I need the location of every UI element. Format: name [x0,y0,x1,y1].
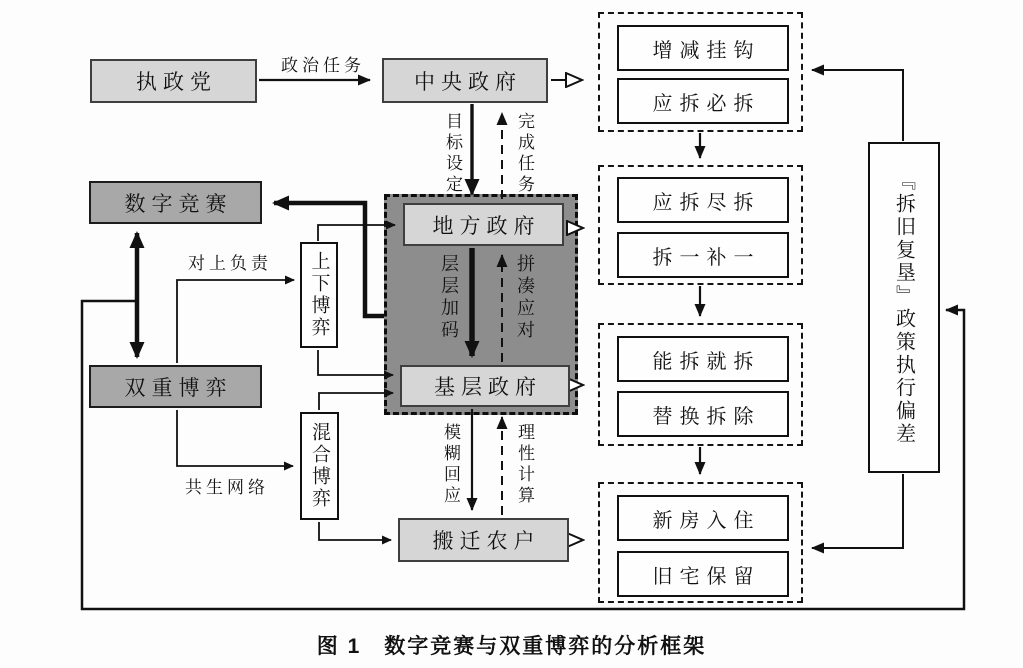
node-policy-deviation: 『拆旧复垦』政策执行偏差 [868,142,940,473]
node-ruling-party: 执政党 [90,59,257,103]
outcome-item: 新房入住 [617,495,789,541]
node-grassroots-government: 基层政府 [400,365,570,407]
outcome-group-4 [598,482,803,603]
node-vertical-game: 上下博弈 [300,242,338,348]
node-relocated-farmers: 搬迁农户 [398,518,569,562]
edge-label-rational-calculation: 理性计算 [515,423,534,507]
edge-mixed-game-to-grassroots [319,393,393,410]
outcome-item: 旧宅保留 [617,551,789,597]
node-local-government: 地方政府 [403,203,564,246]
node-central-government: 中央政府 [382,58,548,103]
outcome-group-1 [598,12,803,132]
edge-label-symbiotic-network: 共生网络 [185,478,269,497]
edge-label-political-task: 政治任务 [281,56,365,75]
figure-caption: 图 1 数字竞赛与双重博弈的分析框架 [316,635,707,658]
node-digital-competition: 数字竞赛 [89,181,262,224]
edge-label-task-completion: 完成任务 [515,112,534,196]
edge-mixed-game-to-farmers [319,522,391,540]
edge-deviation-to-group1 [812,70,903,141]
edge-label-goal-setting: 目标设定 [443,112,462,196]
edge-deviation-to-group4 [812,474,903,548]
outcome-group-2 [598,165,803,285]
node-mixed-game: 混合博弈 [300,412,339,520]
outcome-item: 应拆尽拆 [617,177,789,223]
edge-label-layer-escalation: 层层加码 [439,254,459,342]
outcome-item: 增减挂钩 [617,25,789,71]
outcome-item: 替换拆除 [617,391,789,437]
outcome-item: 能拆就拆 [617,336,789,382]
outcome-item: 应拆必拆 [617,78,789,124]
outcome-group-3 [598,323,803,446]
outcome-item: 拆一补一 [617,232,789,278]
edge-label-responsible-to-superiors: 对上负责 [188,254,272,273]
edge-vertical-game-to-grassroots [318,350,393,375]
edge-label-vague-response: 模糊回应 [441,423,460,507]
edge-label-patchwork-response: 拼凑应对 [515,254,535,342]
edge-dual-game-to-mixed-game [177,410,293,466]
edge-vertical-game-to-local [318,225,395,241]
node-dual-game: 双重博弈 [89,365,262,408]
edge-dual-game-to-vertical-game [177,280,294,363]
